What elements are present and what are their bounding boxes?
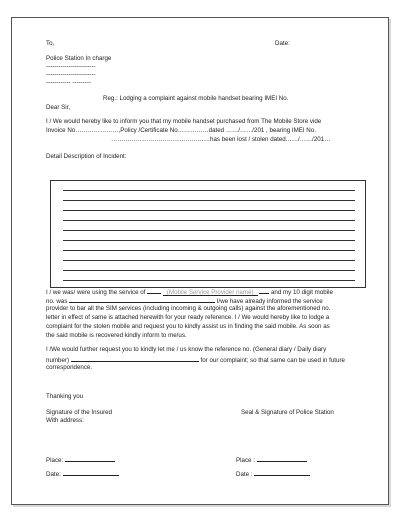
address-line-3: ------------ --------- [46,79,91,86]
subject-line: Reg.: Lodging a complaint against mobile handset bearing IMEI No. [103,95,289,102]
salutation: Dear Sir, [46,104,71,111]
para2-start: I / we was/ were using the service of [46,289,146,296]
para2-line-5: complaint for the stolen mobile and request you to kindly assist us in finding the said mobile. As soon as [46,323,330,330]
date-label: Date: [46,471,61,478]
para3-line2-end: for our complaint; so that same can be used in future [200,357,345,364]
address-line-2: ------------------------ [46,71,96,78]
para2-line-3: provider to bar all the SIM services (including incoming & outgoing calls) against the aforementioned no. [46,305,331,312]
signature-police-label: Seal & Signature of Police Station [241,409,334,416]
date-left [46,469,119,479]
incident-line [63,260,355,261]
incident-line [63,270,355,271]
closing: Thanking you [46,393,84,400]
incident-line [63,220,355,221]
place-label: Place : [236,457,255,464]
signature-insured-label: Signature of the Insured [46,409,113,416]
incident-description-box[interactable] [50,180,366,288]
para3-line2-start: number) [46,357,70,364]
intro-line-2: Invoice No…………………,Policy /Certificate No……………dated ……/……/201 , bearing IMEI No. [46,127,316,134]
incident-label: Detail Description of Incident: [46,153,127,160]
incident-line [63,190,355,191]
place-left [46,455,115,465]
place-right [236,455,307,465]
reference-number-field[interactable] [71,355,199,362]
incident-line [63,250,355,251]
para2-line-6: the said mobile is recovered kindly inform to me/us. [46,332,187,339]
blank-underline [147,287,161,294]
para2-line-4: letter in effect of same is attached herewith for your ready reference. I / We would hereby like to lodge a [46,314,330,321]
para2-end: and my 10 digit mobile [270,289,333,296]
place-field[interactable] [257,455,307,462]
para2-line2-start: no. was [46,298,68,305]
date-label: Date : [236,471,253,478]
place-field[interactable] [65,455,115,462]
with-address-label: With address: [46,417,84,424]
addressee: Police Station In charge [46,55,112,62]
incident-line [63,210,355,211]
provider-name-field[interactable]: (Mobile Service Provider name) [163,289,258,296]
date-right [236,469,310,479]
date-label: Date: [275,40,290,47]
date-field[interactable] [254,469,310,476]
to-label: To, [46,40,55,47]
place-label: Place: [46,457,64,464]
incident-line [63,280,355,281]
intro-line-3: …………………………………………has been lost / stolen dated……/……/201… [111,136,331,143]
complaint-letter-page [11,17,389,505]
blank-underline [259,287,269,294]
address-line-1: ------------------------ [46,63,96,70]
incident-line [63,200,355,201]
para3-line-1: I /We would further request you to kindly let me / us know the reference no. (General diary / Daily diary [46,346,327,353]
incident-line [63,230,355,231]
date-field[interactable] [63,469,119,476]
mobile-number-field[interactable] [69,296,215,303]
intro-line-1: I / We would hereby like to inform you that my mobile handset purchased from The Mobile Store vide [46,118,322,125]
incident-line [63,240,355,241]
para2-line2-end: I/we have already informed the service [216,298,323,305]
para3-line-3: correspondence. [46,364,93,371]
